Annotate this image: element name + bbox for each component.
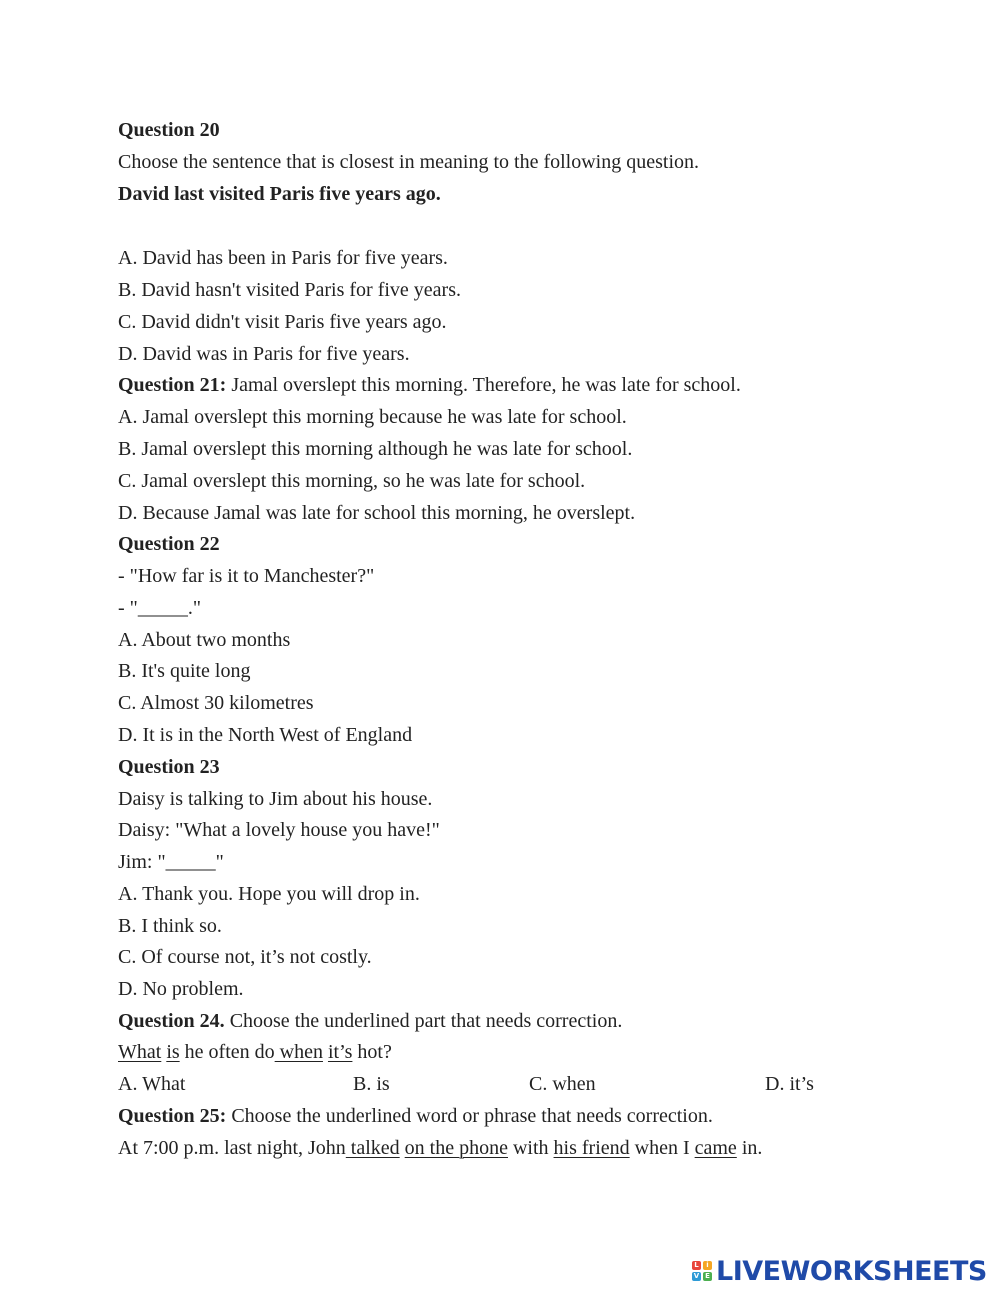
q21-option-c: C. Jamal overslept this morning, so he was late for school. [118,470,586,492]
q22-option-a: A. About two months [118,629,291,651]
q25-part-b: on the phone [404,1137,508,1159]
q21-text: Jamal overslept this morning. Therefore, he was late for school. [226,374,741,396]
q25-text-segment: when I [629,1137,695,1159]
q20-option-b: B. David hasn't visited Paris for five years. [118,279,461,301]
q24-part-c: when [274,1041,323,1063]
q25-text-segment: in. [736,1137,763,1159]
q23-option-a: A. Thank you. Hope you will drop in. [118,883,420,905]
q21-question [118,373,741,397]
logo-icon-tile: E [703,1272,712,1281]
q22-option-d: D. It is in the North West of England [118,724,413,746]
logo-icon-tile: L [692,1261,701,1270]
q23-line1: Daisy: "What a lovely house you have!" [118,819,440,841]
q23-option-b: B. I think so. [118,915,222,937]
q21-option-a: A. Jamal overslept this morning because he was late for school. [118,406,627,428]
q24-question [118,1009,622,1033]
q22-title: Question 22 [118,533,220,555]
q21-option-b: B. Jamal overslept this morning although he was late for school. [118,438,633,460]
q24-part-a: What [118,1041,162,1063]
q21-label: Question 21: [118,374,227,396]
q24-option-d: D. it’s [765,1073,814,1095]
q20-instruction: Choose the sentence that is closest in meaning to the following question. [118,151,700,173]
liveworksheets-logo [692,1256,987,1286]
q25-text-segment: At 7:00 p.m. last night, John [118,1137,346,1159]
q25-sentence [118,1136,762,1160]
q24-option-c: C. when [529,1073,596,1095]
q20-prompt: David last visited Paris five years ago. [118,183,441,205]
q24-text-segment: he often do [179,1041,275,1063]
logo-icon-tile: i [703,1261,712,1270]
q25-text: Choose the underlined word or phrase that needs correction. [226,1105,713,1127]
logo-icon-tile: V [693,1272,700,1280]
q23-context: Daisy is talking to Jim about his house. [118,788,433,810]
q24-part-d: it’s [327,1041,353,1063]
q23-option-d: D. No problem. [118,978,244,1000]
q24-text: Choose the underlined part that needs correction. [224,1010,623,1032]
q24-label: Question 24. [118,1010,225,1032]
q20-title: Question 20 [118,119,220,141]
q24-option-b: B. is [353,1073,390,1095]
q24-part-b: is [166,1041,180,1063]
q23-title: Question 23 [118,756,220,778]
q20-option-c: C. David didn't visit Paris five years ago. [118,311,447,333]
q22-option-b: B. It's quite long [118,660,251,682]
q25-label: Question 25: [118,1105,227,1127]
q20-option-d: D. David was in Paris for five years. [118,343,410,365]
q24-text-segment: hot? [352,1041,392,1063]
q23-option-c: C. Of course not, it’s not costly. [118,946,372,968]
q22-line1: - "How far is it to Manchester?" [118,565,375,587]
q22-line2: - "_____." [118,597,201,619]
q25-text-segment: with [507,1137,554,1159]
q20-option-a: A. David has been in Paris for five years. [118,247,448,269]
q24-option-a: A. What [118,1073,186,1095]
q22-option-c: C. Almost 30 kilometres [118,692,314,714]
q25-part-a: talked [345,1137,400,1159]
q23-line2: Jim: "_____" [118,851,224,873]
logo-text: LIVEWORKSHEETS [716,1255,987,1287]
q25-question [118,1104,713,1128]
q21-option-d: D. Because Jamal was late for school this morning, he overslept. [118,502,636,524]
liveworksheets-logo-icon [692,1259,714,1283]
q24-sentence [118,1040,392,1064]
q25-part-c: his friend [553,1137,630,1159]
q25-part-d: came [694,1137,737,1159]
